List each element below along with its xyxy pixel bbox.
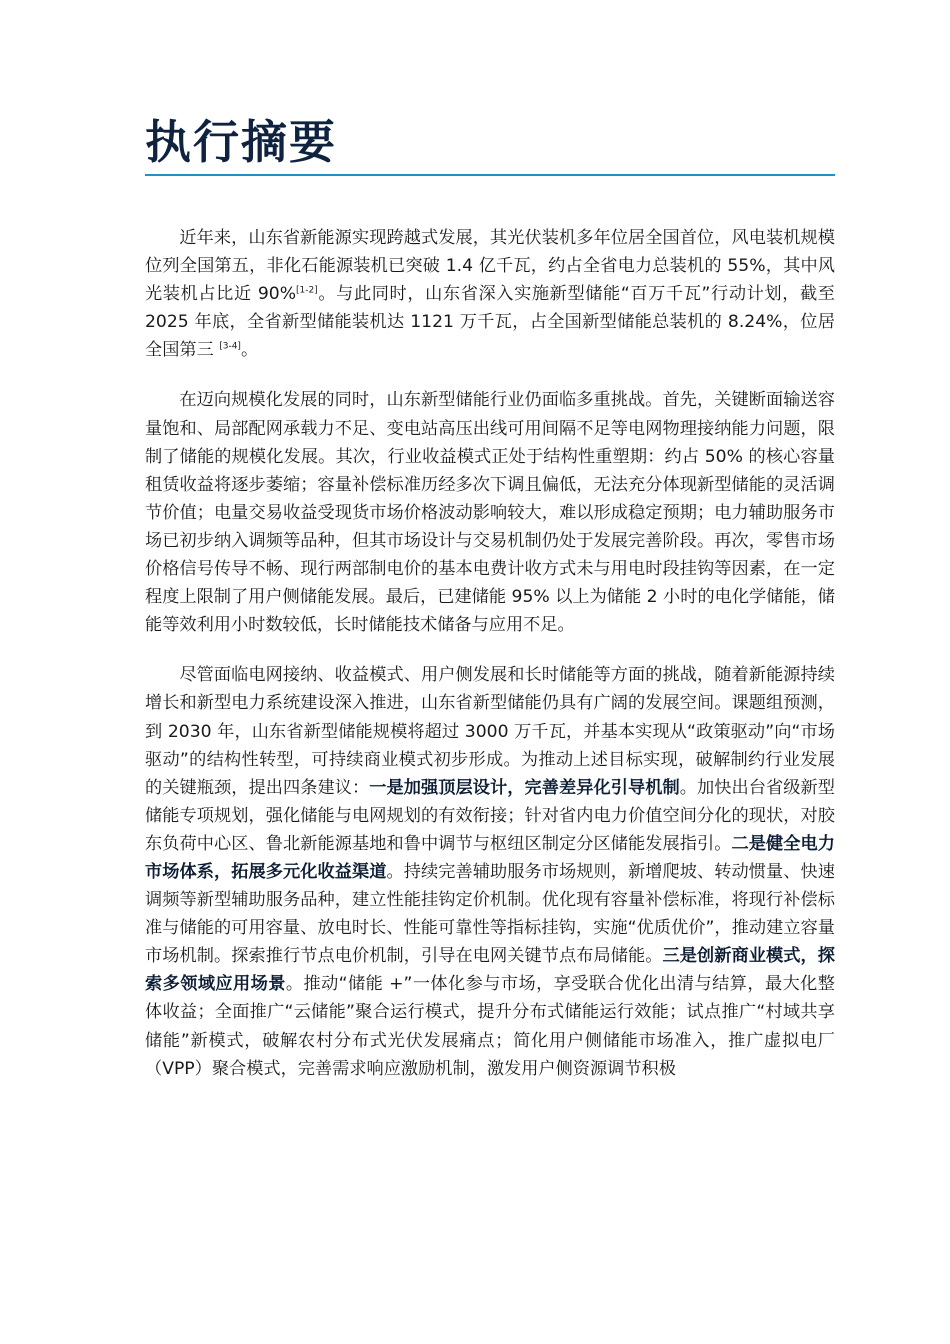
paragraph-text: 。 bbox=[240, 340, 259, 361]
paragraph-text: 。推动“储能 +”一体化参与市场，享受联合优化出清与结算，最大化整体收益；全面推广“云储能”聚合运行模式，提升分布式储能运行效能；试点推广“村域共享储能”新模式，破解农村分布式光伏发展痛点；简化用户侧储能市场准入，推广虚拟电厂（VPP）聚合模式，完善需求响应激励机制，激发用户侧资源调节积极 bbox=[145, 974, 835, 1079]
paragraph-text: 。持续完善辅助服务市场规则，新增爬坡、转动惯量、快速调频等新型辅助服务品种，建立性能挂钩定价机制。优化现有容量补偿标准，将现行补偿标准与储能的可用容量、放电时长、性能可靠性等指标挂钩，实施“优质优价”，推动建立容量市场机制。探索推行节点电价机制，引导在电网关键节点布局储能。 bbox=[145, 861, 835, 967]
paragraph-text: 。加快出台省级新型储能专项规划，强化储能与电网规划的有效衔接；针对省内电力价值空间分化的现状，对胶东负荷中心区、鲁北新能源基地和鲁中调节与枢纽区制定分区储能发展指引。 bbox=[145, 777, 835, 854]
recommendation-heading: 三是创新商业模式，探索多领域应用场景 bbox=[145, 946, 835, 995]
recommendation-heading: 一是加强顶层设计，完善差异化引导机制 bbox=[369, 777, 680, 798]
title-divider bbox=[145, 174, 835, 176]
paragraph-recommendations bbox=[145, 661, 835, 1082]
paragraph-text: 。与此同时，山东省深入实施新型储能“百万千瓦”行动计划，截至 2025 年底，全省新型储能装机达 1121 万千瓦，占全国新型储能总装机的 8.24%，位居全国第三 bbox=[145, 284, 835, 361]
section-title: 执行摘要 bbox=[145, 115, 337, 169]
paragraph-challenges: 在迈向规模化发展的同时，山东新型储能行业仍面临多重挑战。首先，关键断面输送容量饱和、局部配网承载力不足、变电站高压出线可用间隔不足等电网物理接纳能力问题，限制了储能的规模化发展。其次，行业收益模式正处于结构性重塑期：约占 50% 的核心容量租赁收益将逐步萎缩；容量补偿标准历经多次下调且偏低，无法充分体现新型储能的灵活调节价值；电量交易收益受现货市场价格波动影响较大，难以形成稳定预期；电力辅助服务市场已初步纳入调频等品种，但其市场设计与交易机制仍处于发展完善阶段。再次，零售市场价格信号传导不畅、现行两部制电价的基本电费计收方式未与用电时段挂钩等因素，在一定程度上限制了用户侧储能发展。最后，已建储能 95% 以上为储能 2 小时的电化学储能，储能等效利用小时数较低，长时储能技术储备与应用不足。 bbox=[145, 390, 835, 636]
paragraph-text: 尽管面临电网接纳、收益模式、用户侧发展和长时储能等方面的挑战，随着新能源持续增长和新型电力系统建设深入推进，山东省新型储能仍具有广阔的发展空间。课题组预测，到 2030 年，山东省新型储能规模将超过 3000 万千瓦，并基本实现从“政策驱动”向“市场驱动”的结构性转型，可持续商业模式初步形成。为推动上述目标实现，破解制约行业发展的关键瓶颈，提出四条建议： bbox=[145, 665, 835, 798]
citation-ref: [1-2] bbox=[296, 285, 318, 296]
citation-ref: [3-4] bbox=[219, 341, 241, 352]
summary-body bbox=[145, 224, 835, 1105]
paragraph-background bbox=[145, 224, 835, 364]
paragraph-text: 近年来，山东省新能源实现跨越式发展，其光伏装机多年位居全国首位，风电装机规模位列全国第五，非化石能源装机已突破 1.4 亿千瓦，约占全省电力总装机的 55%，其中风光装机占比近 90% bbox=[145, 228, 835, 305]
recommendation-heading: 二是健全电力市场体系，拓展多元化收益渠道 bbox=[145, 833, 835, 882]
